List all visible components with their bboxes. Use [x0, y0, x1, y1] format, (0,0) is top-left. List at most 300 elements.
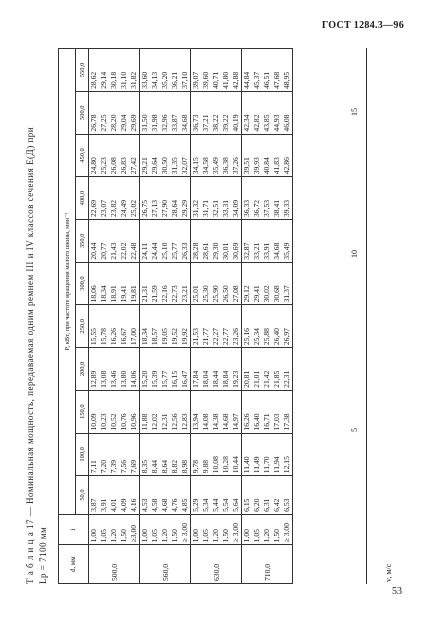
power-value: 18,34: [99, 285, 108, 303]
power-value: 29,29: [180, 199, 189, 217]
power-cell: [89, 220, 140, 263]
power-value: 42,86: [282, 157, 291, 175]
power-value: 18,84: [221, 370, 230, 388]
power-value: 23,82: [109, 199, 118, 217]
diameter-cell: 560,0: [140, 545, 191, 584]
power-value: 21,01: [252, 370, 261, 388]
power-value: 27,13: [150, 199, 159, 217]
power-value: 13,08: [99, 370, 108, 388]
power-value: 33,60: [140, 71, 149, 89]
power-value: 37,10: [180, 71, 189, 89]
power-cell: [242, 433, 293, 476]
ratio-value: ≥3,00: [129, 524, 138, 543]
power-cell: [89, 305, 140, 348]
power-value: 14,06: [129, 370, 138, 388]
ratio-value: 1,00: [89, 529, 98, 543]
power-cell: [140, 262, 191, 305]
power-value: 35,49: [211, 157, 220, 175]
power-value: 25,16: [242, 328, 251, 346]
power-value: 32,51: [211, 199, 220, 217]
power-value: 3,87: [89, 498, 98, 512]
power-value: 32,07: [180, 157, 189, 175]
power-value: 33,21: [252, 242, 261, 260]
power-value: 20,44: [89, 242, 98, 260]
power-value: 5,29: [191, 498, 200, 512]
power-cell: [191, 220, 242, 263]
power-value: 42,88: [231, 71, 240, 89]
power-value: 16,15: [170, 370, 179, 388]
power-cell: [242, 262, 293, 305]
power-value: 17,84: [191, 370, 200, 388]
power-value: 23,26: [231, 328, 240, 346]
header-d: d, мм: [59, 545, 89, 584]
power-value: 16,71: [262, 413, 271, 431]
power-value: 22,02: [119, 242, 128, 260]
power-value: 25,01: [191, 285, 200, 303]
power-value: 39,60: [201, 71, 210, 89]
power-value: 19,81: [129, 285, 138, 303]
power-value: 10,08: [211, 456, 220, 474]
power-value: 40,71: [211, 71, 220, 89]
power-cell: [89, 390, 140, 433]
power-value: 25,30: [201, 285, 210, 303]
speed-header-cell: 250,0: [76, 305, 89, 348]
table-row: [242, 49, 293, 584]
power-value: 21,85: [272, 370, 281, 388]
power-cell: [140, 433, 191, 476]
table-caption: [24, 44, 50, 584]
ratio-value: 1,20: [262, 529, 271, 543]
power-value: 22,16: [160, 285, 169, 303]
power-value: 30,01: [221, 242, 230, 260]
power-value: 12,02: [150, 413, 159, 431]
power-cell: [89, 476, 140, 515]
power-value: 6,53: [282, 498, 291, 512]
power-value: 16,40: [252, 413, 261, 431]
power-value: 38,22: [211, 114, 220, 132]
power-value: 34,58: [201, 157, 210, 175]
power-value: 5,44: [211, 498, 220, 512]
power-value: 34,13: [150, 71, 159, 89]
power-cell: [242, 49, 293, 92]
power-value: 7,11: [89, 460, 98, 474]
power-value: 12,83: [180, 413, 189, 431]
ratio-cell: [140, 514, 191, 545]
power-value: 17,03: [272, 413, 281, 431]
power-value: 37,53: [262, 199, 271, 217]
power-value: 14,38: [211, 413, 220, 431]
power-value: 4,16: [129, 498, 138, 512]
power-value: 8,35: [140, 459, 149, 474]
power-value: 24,49: [119, 199, 128, 217]
power-value: 23,21: [180, 285, 189, 303]
power-value: 44,93: [272, 114, 281, 132]
power-value: 26,75: [140, 199, 149, 217]
power-value: 27,90: [160, 199, 169, 217]
speed-header-cell: 150,0: [76, 390, 89, 433]
power-value: 19,52: [170, 328, 179, 346]
power-cell: [140, 348, 191, 391]
power-cell: [140, 476, 191, 515]
speed-header-cell: 400,0: [76, 177, 89, 220]
power-value: 15,55: [89, 328, 98, 346]
power-value: 4,58: [150, 498, 159, 512]
power-value: 26,83: [119, 157, 128, 175]
power-value: 11,49: [252, 456, 261, 474]
power-value: 31,71: [201, 199, 210, 217]
power-value: 21,77: [201, 328, 210, 346]
power-value: 30,50: [160, 157, 169, 175]
power-value: 36,21: [170, 71, 179, 89]
power-value: 11,88: [140, 413, 149, 431]
power-value: 18,04: [201, 370, 210, 388]
power-value: 20,77: [99, 242, 108, 260]
power-value: 38,41: [272, 199, 281, 217]
header-power: P, кВт, при частоте вращения малого шкива, мин⁻¹: [59, 49, 76, 515]
power-value: 29,21: [140, 157, 149, 175]
power-value: 14,97: [231, 413, 240, 431]
power-value: 33,91: [262, 242, 271, 260]
ratio-value: 1,00: [140, 529, 149, 543]
power-value: 18,44: [211, 370, 220, 388]
power-value: 4,09: [119, 498, 128, 512]
power-value: 29,64: [150, 157, 159, 175]
power-value: 46,08: [282, 114, 291, 132]
power-cell: [89, 433, 140, 476]
power-value: 6,31: [262, 498, 271, 512]
power-cell: [89, 348, 140, 391]
power-value: 19,41: [119, 285, 128, 303]
power-value: 19,05: [160, 328, 169, 346]
power-value: 21,59: [150, 285, 159, 303]
power-cell: [89, 91, 140, 134]
ratio-value: 1,05: [99, 529, 108, 543]
ratio-value: 1,50: [170, 529, 179, 543]
table-row: [140, 49, 191, 584]
power-value: 5,34: [201, 498, 210, 512]
power-value: 4,85: [180, 498, 189, 512]
power-value: 39,93: [252, 157, 261, 175]
power-cell: [242, 134, 293, 177]
power-table: [58, 48, 293, 584]
power-value: 30,02: [262, 285, 271, 303]
power-cell: [191, 177, 242, 220]
power-value: 21,43: [109, 242, 118, 260]
speed-axis: [350, 48, 400, 584]
power-value: 26,50: [221, 285, 230, 303]
speed-header-row: [76, 49, 89, 584]
power-value: 15,78: [99, 328, 108, 346]
power-value: 12,89: [89, 370, 98, 388]
diameter-cell: 500,0: [89, 545, 140, 584]
power-value: 28,61: [201, 242, 210, 260]
caption-line-1: Т а б л и ц а 17 — Номинальная мощность, передаваемая одним ремнем III и IV классов сечения Е(Д) при: [25, 126, 35, 584]
power-cell: [89, 49, 140, 92]
power-value: 18,91: [109, 285, 118, 303]
power-value: 26,97: [282, 328, 291, 346]
speed-header-cell: 550,0: [76, 49, 89, 92]
power-value: 36,33: [242, 199, 251, 217]
power-value: 32,96: [160, 114, 169, 132]
power-value: 16,26: [242, 413, 251, 431]
speed-header-cell: 350,0: [76, 220, 89, 263]
power-value: 40,84: [262, 157, 271, 175]
power-value: 32,87: [242, 242, 251, 260]
power-value: 18,34: [140, 328, 149, 346]
power-value: 42,82: [252, 114, 261, 132]
power-value: 27,42: [129, 157, 138, 175]
power-value: 22,27: [211, 328, 220, 346]
power-cell: [140, 177, 191, 220]
power-value: 28,20: [109, 114, 118, 132]
power-value: 7,39: [109, 459, 118, 474]
power-value: 37,21: [201, 114, 210, 132]
power-value: 33,87: [170, 114, 179, 132]
power-value: 34,09: [231, 199, 240, 217]
speed-header-cell: 300,0: [76, 262, 89, 305]
power-value: 25,77: [170, 242, 179, 260]
power-value: 18,57: [150, 328, 159, 346]
power-cell: [191, 91, 242, 134]
ratio-value: 1,05: [201, 529, 210, 543]
power-value: 35,49: [282, 242, 291, 260]
ratio-value: 1,50: [119, 529, 128, 543]
power-value: 29,30: [211, 242, 220, 260]
table-body: [89, 49, 293, 584]
ratio-cell: [89, 514, 140, 545]
power-value: 31,98: [150, 114, 159, 132]
power-value: 5,54: [221, 498, 230, 512]
power-value: 10,52: [109, 413, 118, 431]
diameter-cell: 710,0: [242, 545, 293, 584]
power-value: 31,10: [119, 71, 128, 89]
power-value: 21,53: [191, 328, 200, 346]
power-value: 40,19: [231, 114, 240, 132]
power-value: 16,67: [119, 328, 128, 346]
power-value: 39,33: [282, 199, 291, 217]
power-value: 45,37: [252, 71, 261, 89]
power-value: 10,44: [231, 456, 240, 474]
power-value: 25,88: [262, 328, 271, 346]
ratio-value: 1,00: [242, 529, 251, 543]
power-value: 34,15: [191, 157, 200, 175]
ratio-value: 1,05: [252, 529, 261, 543]
power-value: 13,46: [109, 370, 118, 388]
power-value: 25,10: [160, 242, 169, 260]
power-value: 29,12: [242, 285, 251, 303]
power-value: 25,02: [129, 199, 138, 217]
power-value: 14,08: [201, 413, 210, 431]
power-value: 37,26: [231, 157, 240, 175]
power-value: 14,68: [221, 413, 230, 431]
power-value: 36,73: [191, 114, 200, 132]
ratio-cell: [191, 514, 242, 545]
power-value: 29,04: [119, 114, 128, 132]
caption-line-2: Lp = 7100 мм: [38, 526, 48, 584]
power-value: 10,76: [119, 413, 128, 431]
power-value: 8,98: [180, 459, 189, 474]
power-cell: [242, 220, 293, 263]
speed-header-cell: 200,0: [76, 348, 89, 391]
power-value: 28,64: [170, 199, 179, 217]
power-cell: [191, 433, 242, 476]
power-cell: [191, 476, 242, 515]
power-value: 27,08: [231, 285, 240, 303]
power-value: 16,47: [180, 370, 189, 388]
power-value: 30,68: [272, 285, 281, 303]
table-row: [191, 49, 242, 584]
power-value: 7,69: [129, 459, 138, 474]
power-value: 41,80: [221, 71, 230, 89]
power-value: 35,20: [160, 71, 169, 89]
power-cell: [89, 262, 140, 305]
power-value: 42,34: [242, 114, 251, 132]
power-value: 8,64: [160, 459, 169, 474]
power-value: 31,35: [170, 157, 179, 175]
power-value: 13,80: [119, 370, 128, 388]
power-value: 25,23: [99, 157, 108, 175]
ratio-value: 1,20: [109, 529, 118, 543]
power-value: 4,01: [109, 498, 118, 512]
power-value: 48,95: [282, 71, 291, 89]
power-value: 25,34: [252, 328, 261, 346]
axis-tick: 10: [350, 250, 359, 258]
power-value: 12,56: [170, 413, 179, 431]
axis-rule: [366, 48, 367, 584]
power-value: 19,92: [180, 328, 189, 346]
power-value: 31,37: [282, 285, 291, 303]
power-value: 44,84: [242, 71, 251, 89]
ratio-cell: [242, 514, 293, 545]
power-cell: [191, 262, 242, 305]
power-value: 17,38: [282, 413, 291, 431]
axis-tick: 5: [350, 428, 359, 432]
ratio-value: 1,20: [160, 529, 169, 543]
power-cell: [140, 49, 191, 92]
diameter-cell: 630,0: [191, 545, 242, 584]
ratio-value: ≥ 3,00: [231, 523, 240, 543]
power-value: 22,69: [89, 199, 98, 217]
power-cell: [191, 305, 242, 348]
power-value: 27,25: [99, 114, 108, 132]
power-value: 39,22: [221, 114, 230, 132]
power-value: 11,40: [242, 456, 251, 474]
power-value: 6,20: [252, 498, 261, 512]
power-value: 24,44: [150, 242, 159, 260]
power-value: 22,73: [170, 285, 179, 303]
power-cell: [242, 91, 293, 134]
power-value: 21,42: [262, 370, 271, 388]
power-value: 36,38: [221, 157, 230, 175]
power-cell: [191, 390, 242, 433]
power-value: 7,20: [99, 459, 108, 474]
power-value: 36,72: [252, 199, 261, 217]
ratio-value: 1,00: [191, 529, 200, 543]
standard-code: ГОСТ 1284.3—96: [321, 20, 404, 31]
speed-header-cell: 500,0: [76, 91, 89, 134]
power-value: 26,40: [272, 328, 281, 346]
power-value: 41,83: [272, 157, 281, 175]
power-value: 26,78: [89, 114, 98, 132]
power-value: 8,44: [150, 459, 159, 474]
power-value: 33,31: [221, 199, 230, 217]
power-value: 5,64: [231, 498, 240, 512]
power-value: 26,08: [109, 157, 118, 175]
power-value: 47,68: [272, 71, 281, 89]
power-value: 28,62: [89, 71, 98, 89]
power-cell: [140, 390, 191, 433]
power-cell: [242, 390, 293, 433]
power-value: 19,23: [231, 370, 240, 388]
power-cell: [191, 134, 242, 177]
power-value: 22,31: [282, 370, 291, 388]
speed-header-cell: 450,0: [76, 134, 89, 177]
page-header: [0, 20, 426, 34]
ratio-value: 1,50: [272, 529, 281, 543]
power-value: 10,23: [99, 413, 108, 431]
power-value: 8,82: [170, 459, 179, 474]
power-cell: [242, 476, 293, 515]
power-value: 39,07: [191, 71, 200, 89]
power-cell: [140, 220, 191, 263]
power-value: 28,28: [191, 242, 200, 260]
power-value: 23,07: [99, 199, 108, 217]
power-value: 10,28: [221, 456, 230, 474]
power-value: 6,42: [272, 498, 281, 512]
rotated-table-area: [22, 42, 406, 588]
power-value: 29,14: [99, 71, 108, 89]
power-value: 4,53: [140, 498, 149, 512]
speed-header-cell: 100,0: [76, 433, 89, 476]
power-value: 13,94: [191, 413, 200, 431]
power-value: 43,85: [262, 114, 271, 132]
power-value: 15,77: [160, 370, 169, 388]
power-cell: [89, 134, 140, 177]
power-value: 10,09: [89, 413, 98, 431]
power-value: 24,80: [89, 157, 98, 175]
power-value: 30,69: [231, 242, 240, 260]
power-value: 34,68: [180, 114, 189, 132]
power-value: 10,96: [129, 413, 138, 431]
power-value: 22,77: [221, 328, 230, 346]
speed-header-cell: 50,0: [76, 476, 89, 515]
power-value: 4,68: [160, 498, 169, 512]
power-cell: [242, 348, 293, 391]
power-value: 25,90: [211, 285, 220, 303]
power-cell: [242, 305, 293, 348]
power-value: 12,15: [282, 456, 291, 474]
power-value: 18,06: [89, 285, 98, 303]
power-value: 22,48: [129, 242, 138, 260]
power-cell: [191, 49, 242, 92]
power-value: 46,51: [262, 71, 271, 89]
power-cell: [140, 305, 191, 348]
power-value: 24,11: [140, 242, 149, 260]
power-value: 29,41: [252, 285, 261, 303]
page-number: 53: [392, 586, 402, 597]
table-row: [89, 49, 140, 584]
ratio-value: ≥ 3,00: [282, 523, 291, 543]
power-value: 9,78: [191, 459, 200, 474]
power-value: 39,51: [242, 157, 251, 175]
power-value: 4,76: [170, 498, 179, 512]
power-value: 7,56: [119, 459, 128, 474]
power-value: 3,91: [99, 498, 108, 512]
ratio-value: 1,50: [221, 529, 230, 543]
axis-label: v, м/с: [384, 563, 393, 582]
power-value: 30,18: [109, 71, 118, 89]
power-value: 9,88: [201, 459, 210, 474]
